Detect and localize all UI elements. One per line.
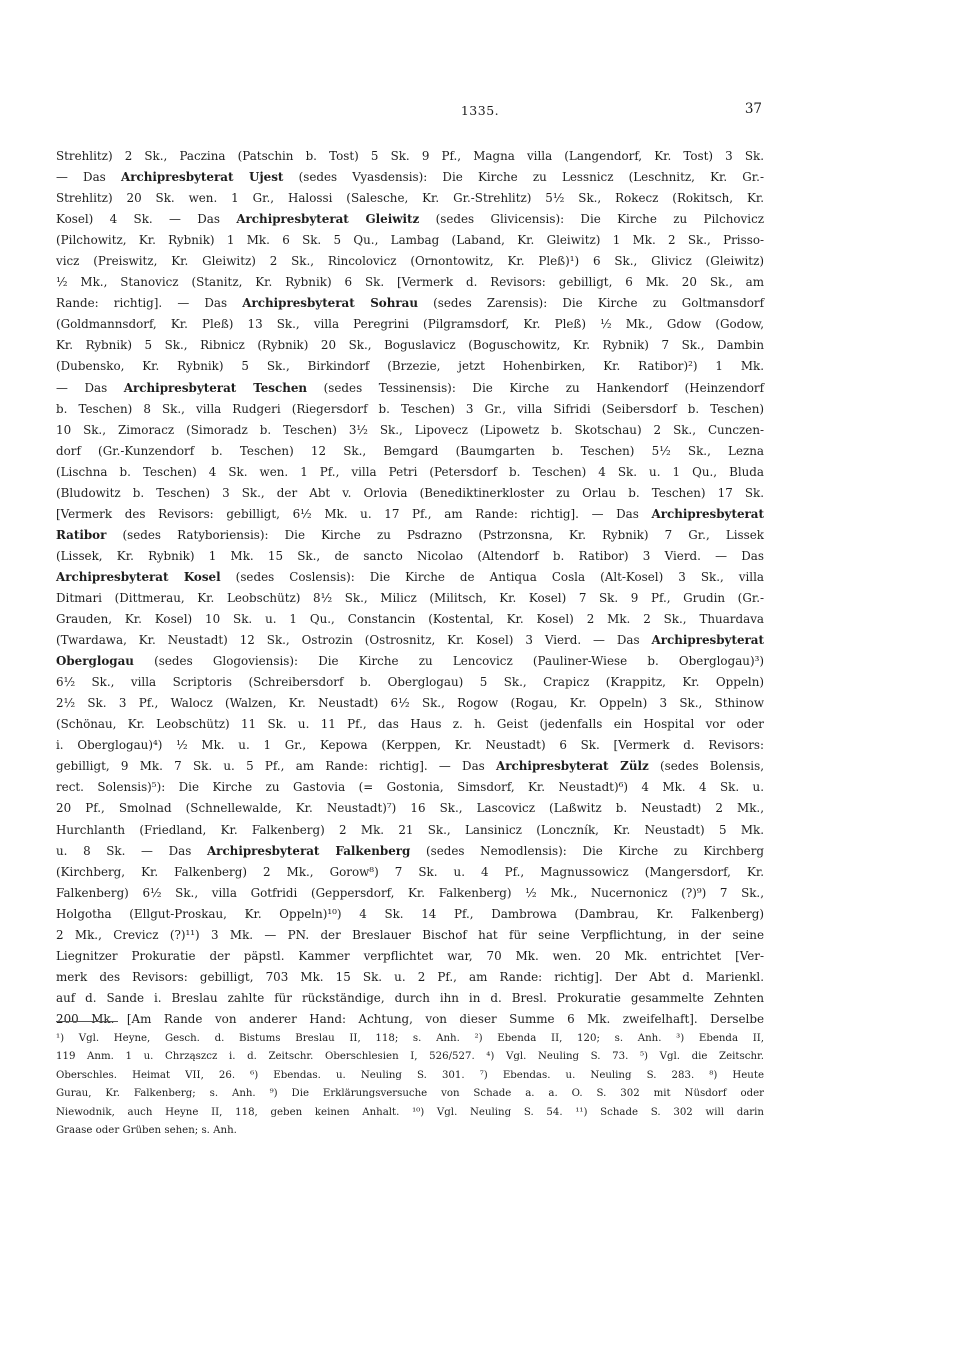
archipresbyterat-heading: Oberglogau	[56, 654, 134, 669]
text-line	[56, 251, 764, 272]
page-header-year: 1335.	[460, 103, 500, 118]
main-text	[56, 146, 764, 1030]
text-segment: Hurchlanth (Friedland, Kr. Falkenberg) 2 Mk. 21 Sk., Lansinicz (Lonczník, Kr. Neustadt) 5 Mk.	[56, 822, 764, 837]
text-line	[56, 588, 764, 609]
text-segment: Rande: richtig]. — Das	[56, 296, 243, 311]
text-line	[56, 820, 764, 841]
text-segment: (sedes Zarensis): Die Kirche zu Goltmansdorf	[418, 296, 765, 311]
text-line	[56, 735, 764, 756]
text-line	[56, 693, 764, 714]
text-segment: (Kirchberg, Kr. Falkenberg) 2 Mk., Gorow⁸) 7 Sk. u. 4 Pf., Magnussowicz (Mangersdorf, Kr.	[56, 864, 764, 879]
text-line	[56, 904, 764, 925]
text-line	[56, 988, 764, 1009]
archipresbyterat-heading: Archipresbyterat Gleiwitz	[236, 212, 420, 227]
text-segment: 6½ Sk., villa Scriptoris (Schreibersdorf b. Oberglogau) 5 Sk., Crapicz (Krappitz, Kr. Oppeln)	[56, 675, 764, 690]
text-line	[56, 651, 764, 672]
footnote-line: Oberschles. Heimat VII, 26. ⁶) Ebendas. u. Neuling S. 301. ⁷) Ebendas. u. Neuling S. 283. ⁸) Heute	[56, 1069, 764, 1081]
text-line	[56, 672, 764, 693]
text-segment: (sedes Glogoviensis): Die Kirche zu Lencovicz (Pauliner-Wiese b. Oberglogau)³)	[133, 654, 764, 669]
text-segment: Kosel) 4 Sk. — Das	[56, 212, 237, 227]
text-line	[56, 777, 764, 798]
archipresbyterat-heading: Archipresbyterat Ujest	[120, 170, 284, 185]
text-segment: (Bludowitz b. Teschen) 3 Sk., der Abt v. Orlovia (Benediktinerkloster zu Orlau b. Teschen) 17 Sk.	[56, 485, 764, 500]
archipresbyterat-heading: Archipresbyterat	[651, 633, 764, 648]
text-segment: Strehlitz) 20 Sk. wen. 1 Gr., Halossi (Salesche, Kr. Gr.-Strehlitz) 5½ Sk., Rokecz (Rokitsch, Kr.	[56, 191, 764, 206]
archipresbyterat-heading: Archipresbyterat Falkenberg	[206, 843, 411, 858]
archipresbyterat-heading: Archipresbyterat	[651, 506, 764, 521]
text-line	[56, 714, 764, 735]
footnote-line: 119 Anm. 1 u. Chrząszcz i. d. Zeitschr. Oberschlesien I, 526/527. ⁴) Vgl. Neuling S. 73. ⁵) Vgl. die Zeitschr.	[56, 1051, 764, 1063]
text-segment: b. Teschen) 8 Sk., villa Rudgeri (Riegersdorf b. Teschen) 3 Gr., villa Sifridi (Seibersdorf b. Teschen)	[56, 401, 764, 416]
footnote-line: Niewodnik, auch Heyne II, 118, geben keinen Anhalt. ¹⁰) Vgl. Neuling S. 54. ¹¹) Schade S. 302 will darin	[56, 1106, 764, 1118]
footnote-line: Graase oder Grüben sehen; s. Anh.	[56, 1124, 237, 1136]
archipresbyterat-heading: Archipresbyterat Zülz	[496, 759, 649, 774]
text-line	[56, 188, 764, 209]
page-number: 37	[744, 101, 762, 117]
text-line	[56, 399, 764, 420]
text-line	[56, 314, 764, 335]
text-segment: — Das	[56, 170, 121, 185]
text-segment: Grauden, Kr. Kosel) 10 Sk. u. 1 Qu., Constancin (Kostental, Kr. Kosel) 2 Mk. 2 Sk., Thuardava	[56, 612, 764, 627]
text-line	[56, 335, 764, 356]
text-line	[56, 946, 764, 967]
text-line	[56, 378, 764, 399]
text-line	[56, 293, 764, 314]
footnote-rule	[56, 1021, 118, 1022]
text-segment: 20 Pf., Smolnad (Schnellewalde, Kr. Neustadt)⁷) 16 Sk., Lascovicz (Laßwitz b. Neustadt) 2 Mk.,	[56, 801, 764, 816]
footnotes	[56, 1030, 764, 1140]
text-segment: Liegnitzer Prokuratie der päpstl. Kammer verpflichtet war, 70 Mk. wen. 20 Mk. entrichtet [Ver-	[56, 948, 764, 963]
text-line	[56, 420, 764, 441]
text-segment: — Das	[56, 380, 124, 395]
text-segment: auf d. Sande i. Breslau zahlte für rückständige, durch ihn in d. Bresl. Prokuratie gesammelte Zehnten	[56, 990, 764, 1005]
footnote-line: ¹) Vgl. Heyne, Gesch. d. Bistums Breslau II, 118; s. Anh. ²) Ebenda II, 120; s. Anh. ³) Ebenda II,	[56, 1033, 764, 1044]
text-segment: (sedes Ratyboriensis): Die Kirche zu Psdrazno (Pstrzonsna, Kr. Rybnik) 7 Gr., Lissek	[106, 527, 764, 542]
text-segment: (Twardawa, Kr. Neustadt) 12 Sk., Ostrozin (Ostrosnitz, Kr. Kosel) 3 Vierd. — Das	[56, 633, 652, 648]
text-segment: Kr. Rybnik) 5 Sk., Ribnicz (Rybnik) 20 Sk., Boguslavicz (Boguschowitz, Kr. Rybnik) 7 Sk., Dambin	[56, 338, 764, 353]
text-line	[56, 441, 764, 462]
text-line	[56, 756, 764, 777]
text-segment: (Lischna b. Teschen) 4 Sk. wen. 1 Pf., villa Petri (Petersdorf b. Teschen) 4 Sk. u. 1 Qu., Bluda	[56, 464, 764, 479]
text-segment: (sedes Glivicensis): Die Kirche zu Pilchovicz	[419, 212, 764, 227]
text-segment: (sedes Coslensis): Die Kirche de Antiqua Cosla (Alt-Kosel) 3 Sk., villa	[220, 569, 764, 584]
text-line	[56, 462, 764, 483]
text-line	[56, 841, 764, 862]
text-segment: (sedes Vyasdensis): Die Kirche zu Lessnicz (Leschnitz, Kr. Gr.-	[283, 170, 764, 185]
text-line	[56, 567, 764, 588]
text-line	[56, 209, 764, 230]
text-segment: Holgotha (Ellgut-Proskau, Kr. Oppeln)¹⁰) 4 Sk. 14 Pf., Dambrowa (Dambrau, Kr. Falkenberg)	[56, 906, 764, 921]
text-line	[56, 483, 764, 504]
text-segment: 2 Mk., Crevicz (?)¹¹) 3 Mk. — PN. der Breslauer Bischof hat für seine Verpflichtung, in der seine	[56, 927, 764, 942]
text-segment: dorf (Gr.-Kunzendorf b. Teschen) 12 Sk., Bemgard (Baumgarten b. Teschen) 5½ Sk., Lezna	[56, 443, 764, 458]
text-segment: ½ Mk., Stanovicz (Stanitz, Kr. Rybnik) 6 Sk. [Vermerk d. Revisors: gebilligt, 6 Mk. 20 Sk., am	[56, 275, 764, 290]
text-line	[56, 230, 764, 251]
text-segment: u. 8 Sk. — Das	[56, 843, 207, 858]
text-line	[56, 272, 764, 293]
text-line	[56, 167, 764, 188]
text-segment: merk des Revisors: gebilligt, 703 Mk. 15 Sk. u. 2 Pf., am Rande: richtig]. Der Abt d. Marienkl.	[56, 969, 764, 984]
text-segment: (Schönau, Kr. Leobschütz) 11 Sk. u. 11 Pf., das Haus z. h. Geist (jedenfalls ein Hospital vor oder	[56, 717, 764, 732]
text-line	[56, 925, 764, 946]
text-line	[56, 525, 764, 546]
text-line	[56, 609, 764, 630]
text-segment: (Pilchowitz, Kr. Rybnik) 1 Mk. 6 Sk. 5 Qu., Lambag (Laband, Kr. Gleiwitz) 1 Mk. 2 Sk., Prisso-	[56, 233, 764, 248]
text-segment: (Dubensko, Kr. Rybnik) 5 Sk., Birkindorf (Brzezie, jetzt Hohenbirken, Kr. Ratibor)²) 1 Mk.	[56, 359, 764, 374]
text-segment: 10 Sk., Zimoracz (Simoradz b. Teschen) 3½ Sk., Lipovecz (Lipowetz b. Skotschau) 2 Sk., Cunczen-	[56, 422, 764, 437]
footnote-line: Gurau, Kr. Falkenberg; s. Anh. ⁹) Die Erklärungsversuche von Schade a. a. O. S. 302 mit Nüsdorf oder	[56, 1088, 764, 1100]
text-segment: (sedes Tessinensis): Die Kirche zu Hankendorf (Heinzendorf	[307, 380, 764, 395]
text-line	[56, 546, 764, 567]
text-segment: Ditmari (Dittmerau, Kr. Leobschütz) 8½ Sk., Milicz (Militsch, Kr. Kosel) 7 Sk. 9 Pf., Grudin (Gr.-	[56, 590, 764, 605]
text-segment: 2½ Sk. 3 Pf., Walocz (Walzen, Kr. Neustadt) 6½ Sk., Rogow (Rogau, Kr. Oppeln) 3 Sk., Sthinow	[56, 696, 764, 711]
text-line	[56, 630, 764, 651]
text-segment: 200 Mk. [Am Rande von anderer Hand: Achtung, von dieser Summe 6 Mk. zweifelhaft]. Derselbe	[56, 1011, 764, 1026]
text-line	[56, 862, 764, 883]
text-segment: (sedes Bolensis,	[648, 759, 764, 774]
text-segment: [Vermerk des Revisors: gebilligt, 6½ Mk. u. 17 Pf., am Rande: richtig]. — Das	[56, 506, 652, 521]
text-line	[56, 146, 764, 167]
text-segment: gebilligt, 9 Mk. 7 Sk. u. 5 Pf., am Rande: richtig]. — Das	[56, 759, 497, 774]
archipresbyterat-heading: Archipresbyterat Sohrau	[242, 296, 418, 311]
text-segment: (sedes Nemodlensis): Die Kirche zu Kirchberg	[410, 843, 765, 858]
text-line	[56, 967, 764, 988]
text-segment: rect. Solensis)⁵): Die Kirche zu Gastovia (= Gostonia, Simsdorf, Kr. Neustadt)⁶) 4 Mk. 4 Sk. u.	[56, 780, 764, 795]
archipresbyterat-heading: Archipresbyterat Kosel	[56, 569, 221, 584]
text-line	[56, 356, 764, 377]
archipresbyterat-heading: Archipresbyterat Teschen	[123, 380, 308, 395]
text-segment: vicz (Preiswitz, Kr. Gleiwitz) 2 Sk., Rincolovicz (Ornontowitz, Kr. Pleß)¹) 6 Sk., Glivicz (Gleiwitz)	[56, 254, 764, 269]
text-segment: (Goldmannsdorf, Kr. Pleß) 13 Sk., villa Peregrini (Pilgramsdorf, Kr. Pleß) ½ Mk., Gdow (Godow,	[56, 317, 764, 332]
text-line	[56, 883, 764, 904]
text-line	[56, 798, 764, 819]
text-line	[56, 504, 764, 525]
text-segment: Strehlitz) 2 Sk., Paczina (Patschin b. Tost) 5 Sk. 9 Pf., Magna villa (Langendorf, Kr. Tost) 3 Sk.	[56, 149, 764, 163]
archipresbyterat-heading: Ratibor	[56, 527, 107, 542]
text-line	[56, 1009, 764, 1030]
text-segment: (Lissek, Kr. Rybnik) 1 Mk. 15 Sk., de sancto Nicolao (Altendorf b. Ratibor) 3 Vierd. — Das	[56, 548, 764, 563]
text-segment: Falkenberg) 6½ Sk., villa Gotfridi (Geppersdorf, Kr. Falkenberg) ½ Mk., Nucernonicz (?)⁹) 7 Sk.,	[56, 885, 764, 900]
text-segment: i. Oberglogau)⁴) ½ Mk. u. 1 Gr., Kepowa (Kerppen, Kr. Neustadt) 6 Sk. [Vermerk d. Revisors:	[56, 738, 764, 753]
